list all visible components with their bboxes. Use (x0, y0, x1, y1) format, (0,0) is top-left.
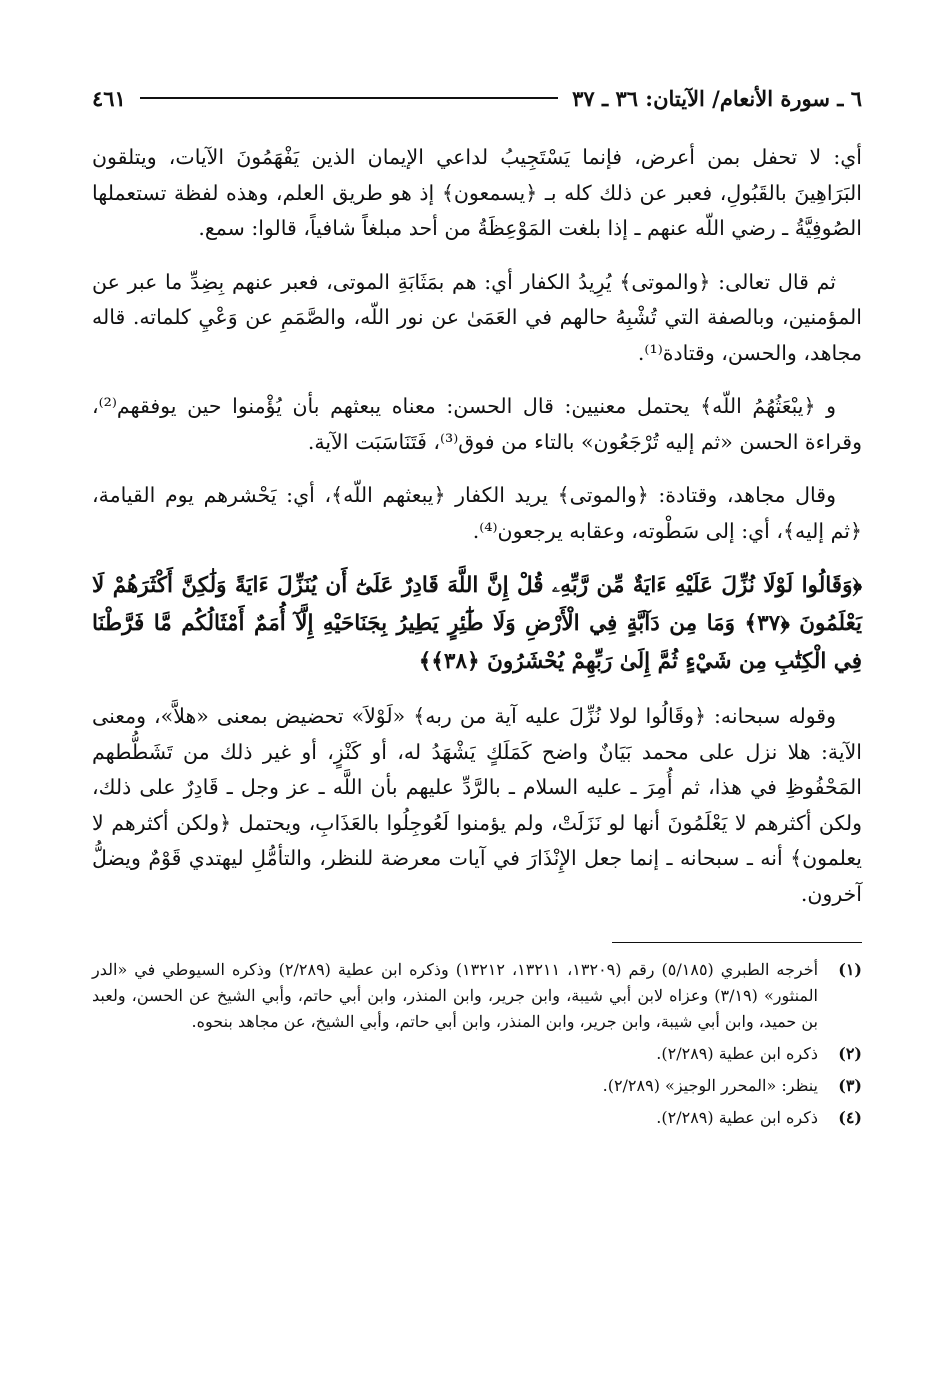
footnote-item (92, 957, 862, 1035)
footnotes (92, 957, 862, 1131)
page-header (92, 78, 862, 118)
paragraph: وقال مجاهد، وقتادة: ﴿والموتى﴾ يريد الكفار ﴿يبعثهم اللّه﴾، أي: يَحْشرهم يوم القيامة، ﴿ثم إليه﴾، أي: إلى سَطْوته، وعقابه يرجعون⁽⁴⁾. (92, 483, 862, 543)
footnote-number: (٤) (838, 1108, 862, 1127)
quran-verse: ﴿وَقَالُوا لَوْلَا نُزِّلَ عَلَيْهِ ءَايَةٌ مِّن رَّبِّهِۦ قُلْ إِنَّ اللَّهَ قَادِرٌ عَلَىٰٓ أَن يُنَزِّلَ ءَايَةً وَلَٰكِنَّ أَكْثَرَهُمْ لَا يَعْلَمُونَ ﴿٣٧﴾ وَمَا مِن دَآبَّةٍ فِي الْأَرْضِ وَلَا طَٰٓئِرٍ يَطِيرُ بِجَنَاحَيْهِ إِلَّآ أُمَمٌ أَمْثَالُكُم مَّا فَرَّطْنَا فِي الْكِتَٰبِ مِن شَيْءٍ ثُمَّ إِلَىٰ رَبِّهِمْ يُحْشَرُونَ ﴿٣٨﴾﴾ (92, 573, 862, 674)
footnote-separator (612, 942, 862, 943)
footnote-text: أخرجه الطبري (٥/١٨٥) رقم (١٣٢٠٩، ١٣٢١١، ١٣٢١٢) وذكره ابن عطية (٢/٢٨٩) وذكره السيوطي في «الدر المنثور» (٣/١٩) وعزاه لابن أبي شيبة، وابن جرير، وابن المنذر، وابن أبي حاتم، وأبي الشيخ عن الحسن، ولعبد بن حميد، وابن أبي شيبة، وابن جرير، وابن المنذر، وابن أبي حاتم، وأبي الشيخ، عن مجاهد بنحوه. (92, 960, 819, 1031)
footnote-text: ينظر: «المحرر الوجيز» (٢/٢٨٩). (602, 1076, 818, 1095)
page-number: ٤٦١ (92, 85, 126, 111)
paragraph: أي: لا تحفل بمن أعرض، فإنما يَسْتَجِيبُ لداعي الإيمان الذين يَفْهَمُونَ الآيات، ويتلقون البَرَاهِينَ بالقَبُولِ، فعبر عن ذلك كله بـ ﴿يسمعون﴾ إذ هو طريق العلم، وهذه لفظة تستعملها الصُوفِيَّةُ ـ رضي اللّه عنهم ـ إذا بلغت المَوْعِظَةُ من أحد مبلغاً شافياً، قالوا: سمع. (92, 145, 862, 240)
footnote-number: (٢) (838, 1044, 862, 1063)
footnote-number: (١) (838, 960, 862, 979)
book-page (92, 78, 862, 1137)
footnote-number: (٣) (838, 1076, 862, 1095)
footnote-item (92, 1041, 862, 1067)
paragraph: ثم قال تعالى: ﴿والموتى﴾ يُرِيدُ الكفار أي: هم بمَثَابَةِ الموتى، فعبر عنهم بِضِدِّ ما عبر عن المؤمنين، وبالصفة التي تُشْبِهُ حالهم في العَمَىٰ عن نور اللّه، والصَّمَمِ عن وَعْيِ كلماته. قاله مجاهد، والحسن، وقتادة⁽¹⁾. (92, 269, 862, 365)
paragraph: وقوله سبحانه: ﴿وقَالُوا لولا نُزِّلَ عليه آية من ربه﴾ «لَوْلاَ» تحضيض بمعنى «هلاَّ»، ومعنى الآية: هلا نزل على محمد بَيَانٌ واضح كَمَلَكٍ يَشْهَدُ له، أو كَنْزٍ، أو غير ذلك من تَشَطُّطهم المَحْفُوظِ في هذا، ثم أُمِرَ ـ عليه السلام ـ بالرَّدِّ عليهم بأن اللَّه ـ عز وجل ـ قَادِرٌ على ذلك، ولكن أكثرهم لا يَعْلَمُونَ أنها لو نَزَلَتْ، ولم يؤمنوا لَعُوجِلُوا بالعَذَابِ، ويحتمل ﴿ولكن أكثرهم لا يعلمون﴾ أنه ـ سبحانه ـ إنما جعل الإِنْذَارَ في آيات معرضة للنظر، والتأمُّلِ ليهتدي قَوْمٌ ويضلُّ آخرون. (92, 704, 862, 906)
footnote-text: ذكره ابن عطية (٢/٢٨٩). (656, 1044, 818, 1063)
paragraph: و ﴿يبْعَثُهُمُ اللّه﴾ يحتمل معنيين: قال الحسن: معناه يبعثهم بأن يُؤْمنوا حين يوفقهم⁽²⁾، وقراءة الحسن «ثم إليه تُرْجَعُون» بالتاء من فوق⁽³⁾، فَتَنَاسَبَت الآية. (92, 394, 862, 454)
footnote-item (92, 1105, 862, 1131)
main-text (92, 140, 862, 912)
footnote-text: ذكره ابن عطية (٢/٢٨٩). (656, 1108, 818, 1127)
header-rule (140, 97, 558, 99)
running-title: ٦ ـ سورة الأنعام/ الآيتان: ٣٦ ـ ٣٧ (572, 85, 862, 111)
footnote-item (92, 1073, 862, 1099)
